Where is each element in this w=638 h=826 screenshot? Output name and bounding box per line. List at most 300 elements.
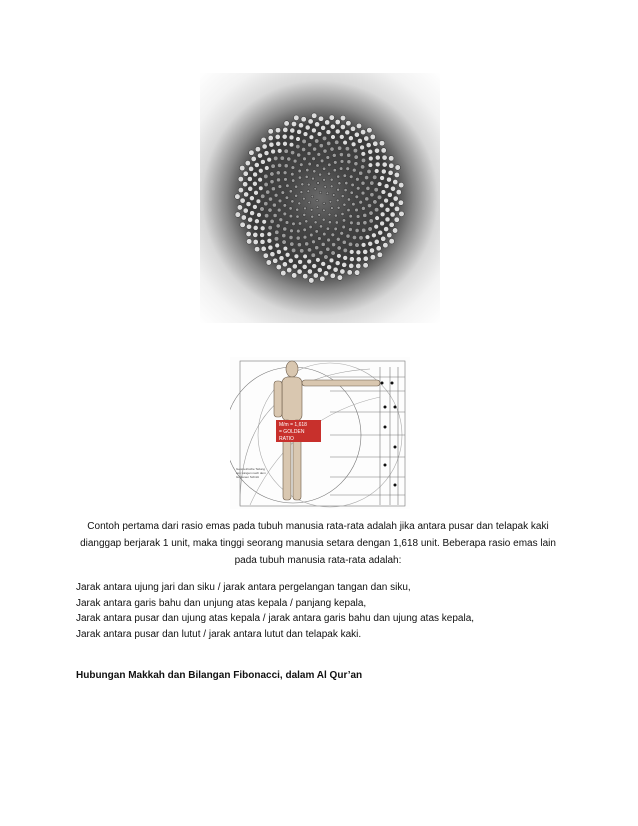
seed-dot <box>267 232 272 237</box>
seed-dot <box>350 191 353 194</box>
seed-dot <box>296 137 301 142</box>
seed-dot <box>361 243 366 248</box>
seed-dot <box>316 258 321 263</box>
seed-dot <box>283 204 287 208</box>
seed-dot <box>240 222 245 227</box>
seed-dot <box>308 201 311 204</box>
caption-line-2: dianggap berjarak 1 unit, maka tinggi seorang manusia setara dengan 1,618 unit. Beberapa rasio emas lain <box>80 538 556 549</box>
seed-dot <box>374 239 379 244</box>
seed-dot <box>323 202 325 204</box>
seed-dot <box>340 124 345 129</box>
seed-dot <box>383 242 388 247</box>
seed-dot <box>390 186 395 191</box>
seed-dot <box>332 153 336 157</box>
seed-dot <box>323 178 326 181</box>
seed-dot <box>289 207 292 210</box>
seed-dot <box>293 159 297 163</box>
seed-dot <box>278 185 282 189</box>
seed-dot <box>278 199 282 203</box>
seed-dot <box>362 228 366 232</box>
seed-dot <box>368 241 373 246</box>
seed-dot <box>258 168 263 173</box>
seed-dot <box>343 256 348 261</box>
seed-dot <box>253 172 258 177</box>
seed-dot <box>291 273 296 278</box>
seed-dot <box>282 240 286 244</box>
seed-dot <box>297 243 301 247</box>
seed-dot <box>283 227 287 231</box>
seed-dot <box>273 156 278 161</box>
seed-dot <box>296 229 300 233</box>
seed-dot <box>375 216 380 221</box>
seed-dot <box>311 177 314 180</box>
seed-dot <box>330 273 335 278</box>
seed-dot <box>354 162 358 166</box>
seed-dot <box>282 233 286 237</box>
seed-dot <box>304 207 307 210</box>
seed-dot <box>373 200 377 204</box>
seed-dot <box>363 249 368 254</box>
seed-dot <box>305 175 308 178</box>
seed-dot <box>290 172 294 176</box>
seed-dot <box>298 123 303 128</box>
seed-dot <box>331 233 335 237</box>
seed-dot <box>321 242 325 246</box>
seed-dot <box>268 208 272 212</box>
seed-dot <box>268 225 273 230</box>
seed-dot <box>334 140 339 145</box>
seed-dot <box>381 148 386 153</box>
seed-dot <box>329 115 334 120</box>
seed-dot <box>332 194 335 197</box>
seed-dot <box>311 128 316 133</box>
seed-dot <box>306 168 309 171</box>
seed-dot <box>322 136 327 141</box>
seed-dot <box>291 200 294 203</box>
seed-dot <box>347 208 350 211</box>
seed-dot <box>330 185 333 188</box>
seed-dot <box>394 206 399 211</box>
seed-dot <box>327 172 330 175</box>
seed-dot <box>359 200 363 204</box>
seed-dot <box>393 196 398 201</box>
seed-dot <box>347 198 350 201</box>
seed-dot <box>276 141 281 146</box>
seed-dot <box>290 150 294 154</box>
seed-dot <box>328 163 332 167</box>
seed-dot <box>252 204 257 209</box>
seed-dot <box>322 167 325 170</box>
seed-dot <box>254 246 259 251</box>
seed-dot <box>268 129 274 135</box>
seed-dot <box>341 212 344 215</box>
seed-dot <box>270 252 275 257</box>
seed-dot <box>376 246 381 251</box>
seed-dot <box>394 217 399 222</box>
seed-dot <box>284 149 289 154</box>
seed-dot <box>263 253 268 258</box>
seed-dot <box>354 270 360 276</box>
seed-dot <box>354 155 358 159</box>
seed-dot <box>345 146 349 150</box>
seed-dot <box>389 163 394 168</box>
seed-dot <box>315 230 319 234</box>
caption-line-3: pada tubuh manusia rata-rata adalah: <box>234 555 402 566</box>
seed-dot <box>235 212 241 218</box>
seed-dot <box>277 149 282 154</box>
seed-dot <box>309 225 312 228</box>
seed-dot <box>264 202 268 206</box>
seed-dot <box>349 257 354 262</box>
seed-dot <box>333 267 338 272</box>
seed-dot <box>264 174 269 179</box>
seed-dot <box>302 197 305 200</box>
seed-dot <box>245 160 250 165</box>
seed-dot <box>368 163 373 168</box>
seed-dot <box>235 194 241 200</box>
seed-dot <box>393 179 398 184</box>
ratio-list <box>76 580 596 642</box>
seed-dot <box>315 246 319 250</box>
seed-dot <box>316 164 320 168</box>
seed-dot <box>276 249 281 254</box>
seed-dot <box>305 220 308 223</box>
seed-dot <box>273 213 277 217</box>
seed-dot <box>317 182 320 185</box>
seed-dot <box>321 261 326 266</box>
seed-dot <box>311 113 317 119</box>
seed-dot <box>365 235 370 240</box>
seed-dot <box>260 207 265 212</box>
seed-dot <box>392 228 397 233</box>
seed-dot <box>291 248 296 253</box>
figure-caption <box>70 518 566 569</box>
seed-dot <box>255 147 260 152</box>
seed-dot <box>374 207 379 212</box>
seed-dot <box>294 185 297 188</box>
seed-dot <box>284 178 288 182</box>
seed-dot <box>361 152 366 157</box>
seed-dot <box>307 183 310 186</box>
seed-dot <box>369 219 373 223</box>
seed-dot <box>356 257 361 262</box>
seed-dot <box>297 269 302 274</box>
seed-dot <box>334 227 338 231</box>
seed-dot <box>305 125 310 130</box>
seed-dot <box>356 123 361 128</box>
seed-dot <box>370 255 375 260</box>
seed-dot <box>333 161 337 165</box>
seed-dot <box>261 246 266 251</box>
seed-dot <box>297 153 301 157</box>
seed-dot <box>337 254 342 259</box>
seed-dot <box>314 187 317 190</box>
seed-dot <box>264 166 269 171</box>
seed-dot <box>333 168 336 171</box>
seed-dot <box>355 195 359 199</box>
seed-dot <box>378 230 383 235</box>
seed-dot <box>342 262 347 267</box>
seed-dot <box>281 191 285 195</box>
seed-dot <box>248 217 253 222</box>
seed-dot <box>370 181 374 185</box>
seed-dot <box>275 128 280 133</box>
seed-dot <box>313 273 318 278</box>
seed-dot <box>395 165 401 171</box>
seed-dot <box>319 225 322 228</box>
seed-dot <box>367 127 373 133</box>
seed-dot <box>337 246 341 250</box>
list-item: Jarak antara pusar dan ujung atas kepala / jarak antara garis bahu dan ujung atas kepala, <box>76 613 475 624</box>
sunflower-image <box>200 73 440 323</box>
seed-dot <box>237 205 242 210</box>
seed-dot <box>379 203 384 208</box>
seed-dot <box>311 215 314 218</box>
seed-dot <box>319 191 321 193</box>
seed-dot <box>253 239 258 244</box>
seed-dot <box>339 153 343 157</box>
seed-dot <box>302 139 307 144</box>
seed-dot <box>337 206 340 209</box>
seed-dot <box>273 258 278 263</box>
seed-dot <box>276 178 280 182</box>
section-heading: Hubungan Makkah dan Bilangan Fibonacci, dalam Al Qur’an <box>76 670 363 681</box>
seed-dot <box>294 254 299 259</box>
seed-dot <box>275 134 280 139</box>
seed-dot <box>292 264 297 269</box>
seed-dot <box>351 142 356 147</box>
seed-dot <box>246 202 251 207</box>
seed-dot <box>380 176 385 181</box>
seed-dot <box>347 153 351 157</box>
seed-dot <box>240 198 245 203</box>
seed-dot <box>382 162 387 167</box>
seed-dot <box>276 264 281 269</box>
seed-dot <box>303 132 308 137</box>
seed-dot <box>299 163 303 167</box>
seed-dot <box>249 166 254 171</box>
seed-dot <box>249 196 254 201</box>
seed-dot <box>377 195 382 200</box>
seed-dot <box>364 175 368 179</box>
seed-dot <box>266 260 272 266</box>
seed-dot <box>312 157 316 161</box>
seed-dot <box>344 188 347 191</box>
seed-dot <box>336 237 340 241</box>
seed-dot <box>322 232 326 236</box>
seed-dot <box>363 221 367 225</box>
golden-ratio-label <box>276 420 321 442</box>
seed-dot <box>342 225 346 229</box>
seed-dot <box>262 144 267 149</box>
seed-dot <box>363 213 367 217</box>
seed-dot <box>276 224 280 228</box>
seed-dot <box>363 263 368 268</box>
seed-dot <box>289 235 293 239</box>
sunflower-spiral-icon <box>200 73 440 323</box>
seed-dot <box>326 156 330 160</box>
seed-dot <box>328 213 331 216</box>
seed-dot <box>349 250 354 255</box>
seed-dot <box>283 212 287 216</box>
seed-dot <box>380 212 385 217</box>
seed-dot <box>337 175 340 178</box>
seed-dot <box>269 142 274 147</box>
seed-dot <box>266 190 270 194</box>
seed-dot <box>309 135 314 140</box>
seed-dot <box>388 170 393 175</box>
seed-dot <box>356 250 361 255</box>
seed-dot <box>326 141 330 145</box>
seed-dot <box>371 233 376 238</box>
seed-dot <box>355 228 359 232</box>
seed-dot <box>339 135 344 140</box>
seed-dot <box>317 237 321 241</box>
seed-dot <box>390 212 395 217</box>
seed-dot <box>398 182 404 188</box>
seed-dot <box>394 172 399 177</box>
seed-dot <box>319 173 322 176</box>
seed-dot <box>328 221 331 224</box>
seed-dot <box>246 231 251 236</box>
seed-dot <box>349 175 353 179</box>
seed-dot <box>281 270 287 276</box>
seed-dot <box>260 239 265 244</box>
seed-dot <box>261 137 266 142</box>
seed-dot <box>356 263 361 268</box>
seed-dot <box>318 214 321 217</box>
seed-dot <box>377 252 383 257</box>
seed-dot <box>244 192 249 197</box>
seed-dot <box>301 116 306 121</box>
seed-dot <box>307 259 312 264</box>
seed-dot <box>367 204 371 208</box>
seed-dot <box>307 248 311 252</box>
seed-dot <box>260 194 265 199</box>
seed-dot <box>319 144 323 148</box>
seed-dot <box>368 227 373 232</box>
seed-dot <box>268 135 273 140</box>
vitruvian-man-image <box>230 357 410 509</box>
seed-dot <box>323 209 326 212</box>
seed-dot <box>315 122 320 127</box>
seed-dot <box>308 119 313 124</box>
seed-dot <box>307 190 310 193</box>
seed-dot <box>303 254 308 259</box>
seed-dot <box>303 235 307 239</box>
seed-dot <box>389 222 394 227</box>
seed-dot <box>330 147 334 151</box>
seed-dot <box>271 187 275 191</box>
seed-dot <box>310 209 313 212</box>
seed-dot <box>283 141 288 146</box>
seed-dot <box>361 181 365 185</box>
seed-dot <box>348 136 353 141</box>
seed-dot <box>272 203 276 207</box>
seed-dot <box>387 232 392 237</box>
seed-dot <box>337 275 342 280</box>
seed-dot <box>323 149 327 153</box>
seed-dot <box>384 198 389 203</box>
seed-dot <box>375 162 380 167</box>
seed-dot <box>289 135 294 140</box>
seed-dot <box>326 130 331 135</box>
seed-dot <box>374 169 379 174</box>
seed-dot <box>289 214 293 218</box>
seed-dot <box>398 200 403 205</box>
seed-dot <box>250 211 255 216</box>
seed-dot <box>258 177 263 182</box>
seed-dot <box>296 208 299 211</box>
seed-dot <box>353 148 358 153</box>
seed-dot <box>284 164 288 168</box>
seed-dot <box>271 164 275 168</box>
list-item: Jarak antara pusar dan lutut / jarak antara lutut dan telapak kaki. <box>76 628 362 640</box>
seed-dot <box>270 172 274 176</box>
seed-dot <box>323 271 328 276</box>
seed-dot <box>355 243 360 248</box>
seed-dot <box>367 169 371 173</box>
seed-dot <box>368 149 373 154</box>
seed-dot <box>317 132 322 137</box>
seed-dot <box>374 224 379 229</box>
seed-dot <box>341 195 344 198</box>
caption-line-1: Contoh pertama dari rasio emas pada tubuh manusia rata-rata adalah jika antara pusar dan telapak kaki <box>87 521 549 532</box>
seed-dot <box>381 236 386 241</box>
seed-dot <box>318 116 323 121</box>
seed-dot <box>249 150 254 155</box>
seed-dot <box>286 184 290 188</box>
seed-dot <box>334 214 337 217</box>
seed-dot <box>285 196 289 200</box>
seed-dot <box>322 218 325 221</box>
seed-dot <box>345 130 350 135</box>
seed-dot <box>342 219 346 223</box>
seed-dot <box>377 182 382 187</box>
seed-dot <box>360 165 364 169</box>
seed-dot <box>342 240 346 244</box>
seed-dot <box>380 221 385 226</box>
seed-dot <box>290 128 295 133</box>
list-item: Jarak antara garis bahu dan unjung atas kepala / panjang kepala, <box>76 597 367 609</box>
seed-dot <box>320 276 325 281</box>
seed-dot <box>243 208 248 213</box>
seed-dot <box>238 176 243 181</box>
seed-dot <box>319 251 323 255</box>
seed-dot <box>290 242 294 246</box>
seed-dot <box>309 233 313 237</box>
seed-dot <box>316 206 319 209</box>
seed-dot <box>352 202 356 206</box>
seed-dot <box>247 176 252 181</box>
seed-dot <box>346 167 350 171</box>
seed-dot <box>343 174 347 178</box>
seed-dot <box>382 155 387 160</box>
seed-dot <box>271 149 276 154</box>
seed-dot <box>348 228 352 232</box>
seed-dot <box>326 247 330 251</box>
seed-dot <box>381 169 386 174</box>
seed-dot <box>317 152 321 156</box>
seed-dot <box>291 179 294 182</box>
seed-dot <box>251 156 256 161</box>
seed-dot <box>330 124 335 129</box>
seed-dot <box>386 177 391 182</box>
seed-dot <box>283 246 288 251</box>
seed-dot <box>370 134 375 139</box>
seed-dot <box>242 182 247 187</box>
seed-dot <box>363 256 368 261</box>
